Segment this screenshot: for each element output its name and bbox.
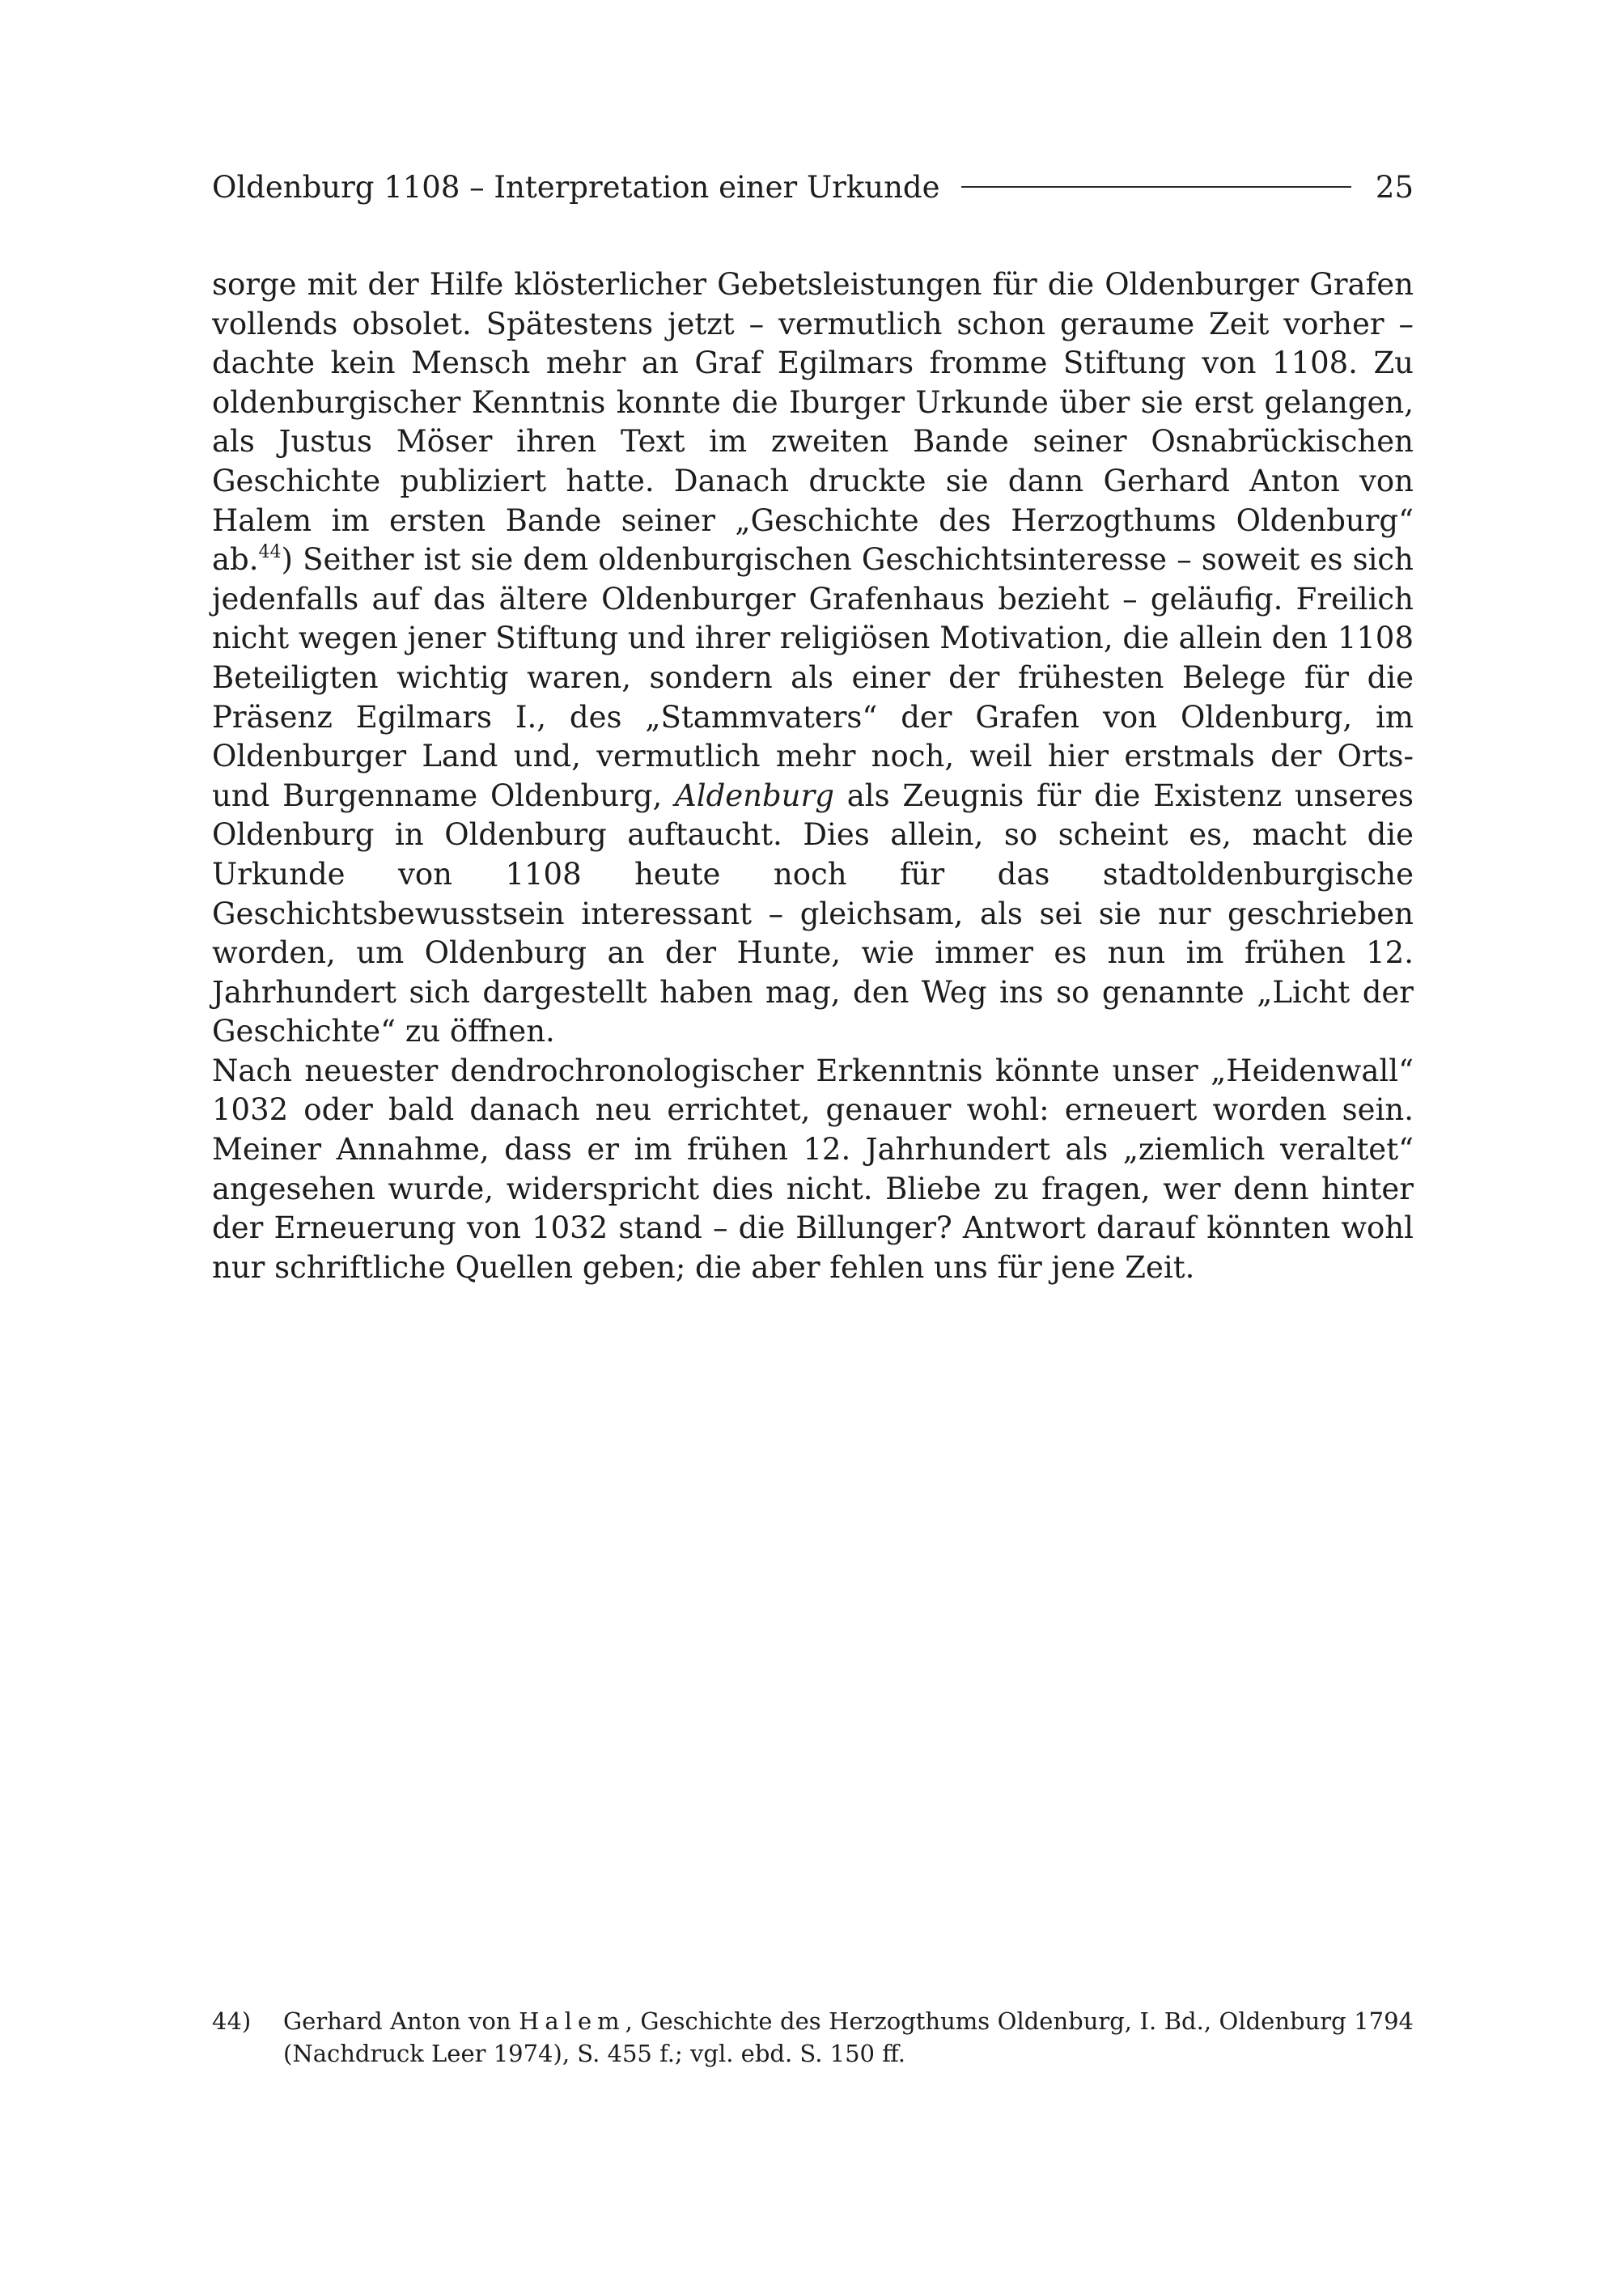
italic-place-name: Aldenburg <box>675 778 834 813</box>
footnote-text <box>283 2005 1414 2070</box>
paragraph-1-text-c: als Zeugnis für die Existenz unseres Oldenburg in Oldenburg auftaucht. Dies allein, so scheint es, macht die Urkunde von 1108 heute noch für das stadtoldenburgische Geschichtsbewusstsein interessant – gleichsam, als sei sie nur geschrieben worden, um Oldenburg an der Hunte, wie immer es nun im frühen 12. Jahrhundert sich dargestellt haben mag, den Weg ins so genannte „Licht der Geschichte“ zu öffnen. <box>212 778 1414 1049</box>
header-rule <box>961 186 1351 188</box>
paragraph-1-text-b: ) Seither ist sie dem oldenburgischen Geschichtsinteresse – soweit es sich jedenfalls auf das ältere Oldenburger Grafenhaus bezieht – geläufig. Freilich nicht wegen jener Stiftung und ihrer religiösen Motivation, die allein den 1108 Beteiligten wichtig waren, sondern als einer der frühesten Belege für die Präsenz Egilmars I., des „Stammvaters“ der Grafen von Oldenburg, im Oldenburger Land und, vermutlich mehr noch, weil hier erstmals der Orts- und Burgenname Oldenburg, <box>212 542 1414 813</box>
footnote-text-a: Gerhard Anton von <box>283 2007 519 2035</box>
running-header <box>212 167 1414 207</box>
footnote-number: 44) <box>212 2007 252 2035</box>
running-title: Oldenburg 1108 – Interpretation einer Urkunde <box>212 169 940 205</box>
paragraph-2: Nach neuester dendrochronologischer Erkenntnis könnte unser „Heidenwall“ 1032 oder bald danach neu errichtet, genauer wohl: erneuert worden sein. Meiner Annahme, dass er im frühen 12. Jahrhundert als „ziemlich veraltet“ angesehen wurde, widerspricht dies nicht. Bliebe zu fragen, wer denn hinter der Erneuerung von 1032 stand – die Billunger? Antwort darauf könnten wohl nur schriftliche Quellen geben; die aber fehlen uns für jene Zeit. <box>212 1053 1414 1285</box>
page-number: 25 <box>1375 169 1414 205</box>
footnote-reference-44: 44 <box>258 542 282 563</box>
paragraph-1 <box>212 265 1414 1052</box>
author-surname: Halem <box>519 2007 625 2035</box>
footnotes <box>212 2005 1414 2070</box>
footnote-44 <box>212 2005 1414 2070</box>
footnote-text-b: , Geschichte des Herzogthums Oldenburg, I. Bd., Oldenburg 1794 (Nachdruck Leer 1974), S. 455 f.; vgl. ebd. S. 150 ff. <box>283 2007 1414 2067</box>
paragraph-1-text-a: sorge mit der Hilfe klösterlicher Gebetsleistungen für die Oldenburger Grafen vollends obsolet. Spätestens jetzt – vermutlich schon geraume Zeit vorher – dachte kein Mensch mehr an Graf Egilmars fromme Stiftung von 1108. Zu oldenburgischer Kenntnis konnte die Iburger Urkunde über sie erst gelangen, als Justus Möser ihren Text im zweiten Bande seiner Osnabrückischen Geschichte publiziert hatte. Danach druckte sie dann Gerhard Anton von Halem im ersten Bande seiner „Geschichte des Herzogthums Oldenburg“ ab. <box>212 267 1414 578</box>
main-text <box>212 265 1414 1287</box>
